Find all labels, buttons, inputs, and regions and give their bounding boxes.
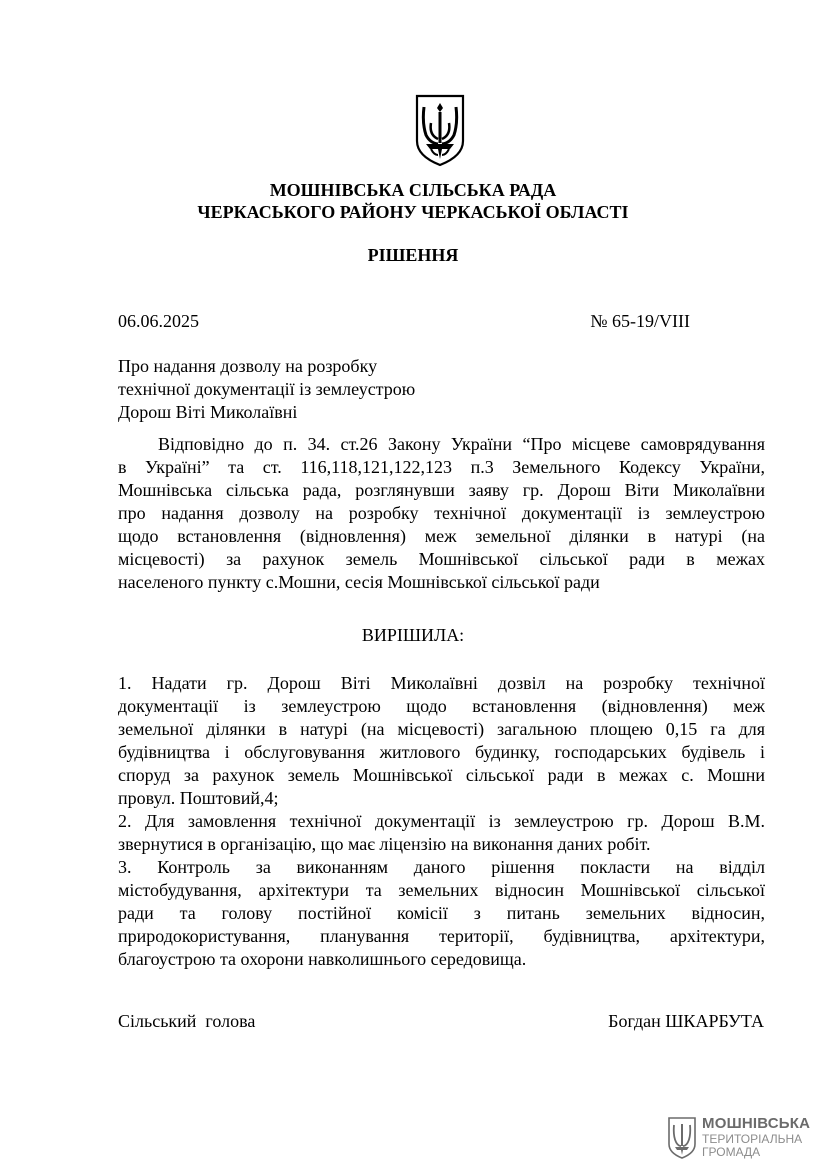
preamble-line: Відповідно до п. 34. ст.26 Закону України “Про місцеве самоврядування: [158, 434, 765, 454]
item-line: благоустрою та охорони навколишнього середовища.: [118, 949, 527, 969]
decision-number: № 65-19/VIII: [590, 311, 690, 331]
preamble-line: місцевості) за рахунок земель Мошнівської сільської ради в межах: [118, 549, 765, 569]
item-line: провул. Поштовий,4;: [118, 788, 279, 808]
item-line: ради та голову постійної комісії з питань земельних відносин,: [118, 903, 765, 923]
preamble-line: населеного пункту с.Мошни, сесія Мошнівської сільської ради: [118, 572, 600, 592]
item-line: 1. Надати гр. Дорош Віті Миколаївні дозвіл на розробку технічної: [118, 673, 765, 693]
council-name: МОШНІВСЬКА СІЛЬСЬКА РАДА: [269, 180, 557, 200]
resolution-items: [118, 672, 765, 971]
item-line: містобудування, архітектури та земельних відносин Мошнівської сільської: [118, 880, 765, 900]
signatory-name: Богдан ШКАРБУТА: [608, 1011, 764, 1031]
signatory-position: Сільський голова: [118, 1011, 256, 1031]
preamble-line: в Україні” та ст. 116,118,121,122,123 п.3 Земельного Кодексу України,: [118, 457, 765, 477]
decision-subject: [118, 355, 415, 424]
item-line: документації із землеустрою щодо встановлення (відновлення) меж: [118, 696, 765, 716]
item-line: будівництва і обслуговування житлового будинку, господарських будівель і: [118, 742, 765, 762]
item-line: природокористування, планування території, будівництва, архітектури,: [118, 926, 765, 946]
document-type-title: РІШЕННЯ: [367, 245, 459, 265]
decision-date: 06.06.2025: [118, 311, 199, 331]
subject-line: технічної документації із землеустрою: [118, 379, 416, 399]
item-line: земельної ділянки в натурі (на місцевості) загальною площею 0,15 га для: [118, 719, 765, 739]
preamble-line: Мошнівська сільська рада, розглянувши заяву гр. Дорош Віти Миколаївни: [118, 480, 765, 500]
logo-subtitle-2: ГРОМАДА: [702, 1145, 761, 1159]
preamble-paragraph: [118, 433, 765, 594]
item-line: 2. Для замовлення технічної документації із землеустрою гр. Дорош В.М.: [118, 811, 765, 831]
item-line: звернутися в організацію, що має ліцензію на виконання даних робіт.: [118, 834, 651, 854]
community-logo: [667, 1115, 817, 1163]
preamble-line: щодо встановлення (відновлення) меж земельної ділянки в натурі (на: [118, 526, 765, 546]
logo-title: МОШНІВСЬКА: [702, 1115, 811, 1132]
item-line: 3. Контроль за виконанням даного рішення покласти на відділ: [118, 857, 765, 877]
council-region: ЧЕРКАСЬКОГО РАЙОНУ ЧЕРКАСЬКОЇ ОБЛАСТІ: [197, 202, 629, 222]
subject-line: Про надання дозволу на розробку: [118, 356, 378, 376]
trident-coat-of-arms-icon: [414, 93, 466, 167]
logo-subtitle: ТЕРИТОРІАЛЬНА: [702, 1132, 803, 1146]
trident-logo-icon: [667, 1116, 697, 1160]
preamble-line: про надання дозволу на розробку технічної документації із землеустрою: [118, 503, 765, 523]
resolved-heading: ВИРІШИЛА:: [361, 625, 465, 645]
subject-line: Дорош Віті Миколаївні: [118, 402, 298, 422]
item-line: споруд за рахунок земель Мошнівської сільської ради в межах с. Мошни: [118, 765, 765, 785]
